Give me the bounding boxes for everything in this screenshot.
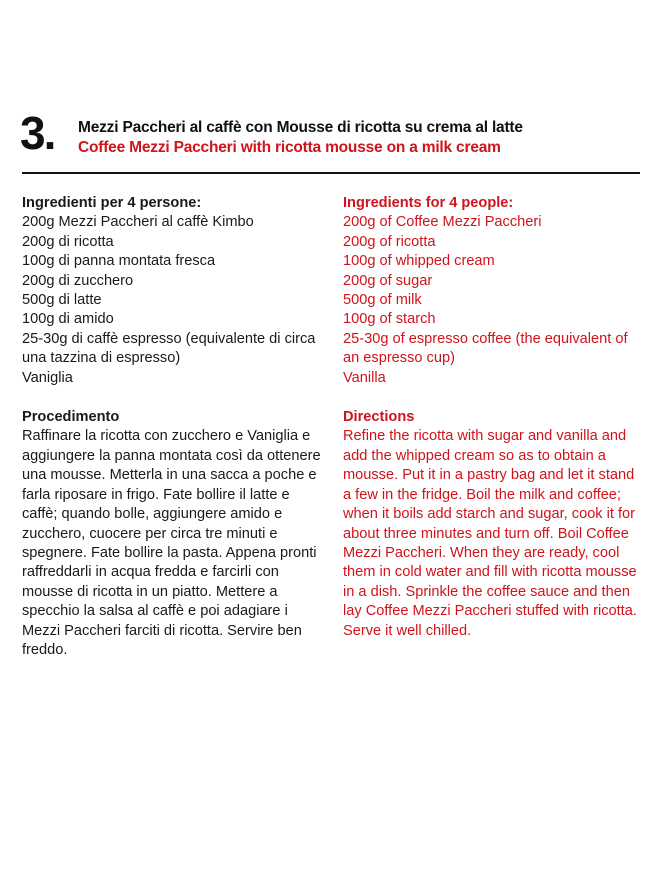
ingredient-item: 100g of whipped cream — [343, 253, 495, 270]
recipe-title-english: Coffee Mezzi Paccheri with ricotta mousse on a milk cream — [78, 139, 501, 156]
ingredients-list-english — [343, 213, 643, 388]
directions-text-italian: Raffinare la ricotta con zucchero e Vaniglia e aggiungere la panna montata così da ottenere una mousse. Metterla in una sacca a poche e farla riposare in frigo. Fate bollire il latte e caffè; quando bolle, aggiungere amido e zucchero, cuocere per circa tre minuti e spegnere. Fate bollire la pasta. Appena pronti raffreddarli in acqua fredda e farcirli con mousse di ricotta in un piatto. Mettere a specchio la salsa al caffè e poi adagiare i Mezzi Paccheri farciti di ricotta. Servire ben freddo. — [22, 428, 321, 658]
ingredient-item: 100g di panna montata fresca — [22, 253, 216, 270]
ingredients-title-italian: Ingredienti per 4 persone: — [22, 195, 202, 211]
ingredient-item: 500g of milk — [343, 292, 422, 309]
ingredients-list-italian — [22, 213, 322, 388]
ingredient-item: 200g of Coffee Mezzi Paccheri — [343, 214, 542, 231]
recipe-title-italian: Mezzi Paccheri al caffè con Mousse di ricotta su crema al latte — [78, 119, 523, 136]
ingredient-item: 100g di amido — [22, 311, 114, 328]
ingredient-item: 25-30g of espresso coffee (the equivalent of an espresso cup) — [343, 330, 628, 367]
directions-title-english: Directions — [343, 409, 415, 426]
ingredient-item: 25-30g di caffè espresso (equivalente di circa una tazzina di espresso) — [22, 330, 316, 367]
italian-column — [22, 194, 322, 660]
english-column — [343, 194, 643, 641]
ingredient-item: 200g of sugar — [343, 272, 433, 289]
ingredient-item: 100g of starch — [343, 311, 436, 328]
ingredient-item: Vaniglia — [22, 369, 73, 386]
directions-text-english: Refine the ricotta with sugar and vanilla and add the whipped cream so as to obtain a mousse. Put it in a pastry bag and let it stand a few in the fridge. Boil the milk and coffee; when it boils add starch and sugar, cook it for about three minutes and turn off. Boil Coffee Mezzi Paccheri. When they are ready, cool them in cold water and fill with ricotta mousse in a dish. Sprinkle the coffee sauce and then lay Coffee Mezzi Paccheri stuffed with ricotta. Serve it well chilled. — [343, 428, 637, 639]
ingredient-item: 200g di zucchero — [22, 272, 134, 289]
recipe-title-block — [78, 118, 638, 158]
recipe-number: 3. — [20, 107, 55, 159]
ingredient-item: Vanilla — [343, 369, 386, 386]
directions-title-italian: Procedimento — [22, 409, 120, 426]
ingredient-item: 500g di latte — [22, 292, 102, 309]
ingredients-title-english: Ingredients for 4 people: — [343, 195, 514, 211]
title-divider — [22, 172, 640, 174]
ingredient-item: 200g Mezzi Paccheri al caffè Kimbo — [22, 214, 254, 231]
ingredient-item: 200g of ricotta — [343, 233, 436, 250]
ingredient-item: 200g di ricotta — [22, 233, 114, 250]
